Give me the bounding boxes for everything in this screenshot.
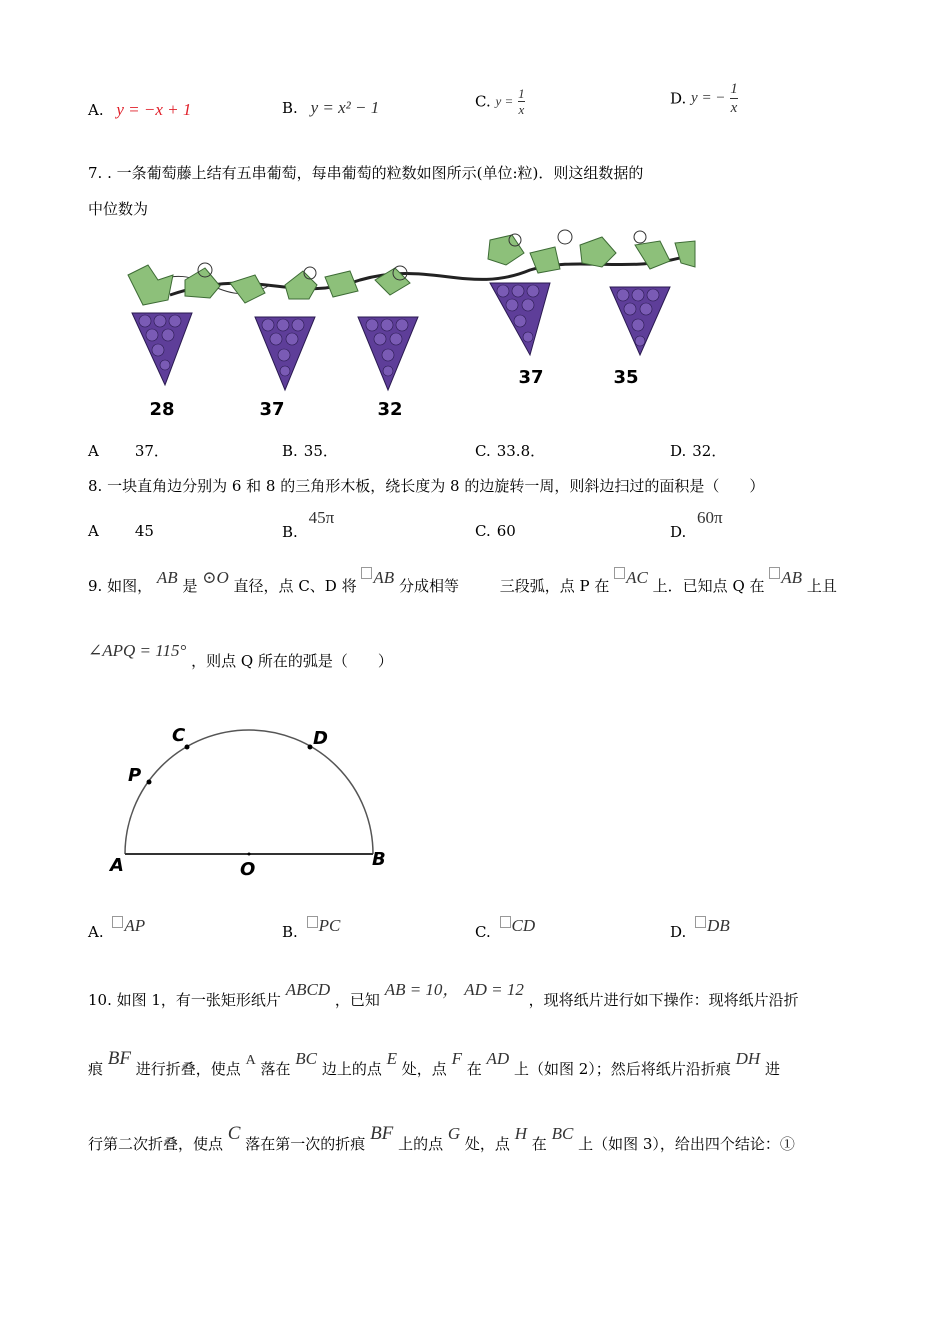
grape-count-label: 28: [149, 399, 175, 420]
option-expr: y = x² − 1: [310, 98, 380, 117]
q7-stem-line2: 中位数为: [88, 200, 149, 218]
arc-symbol-icon: [769, 567, 780, 579]
grape-vine-figure: [110, 225, 700, 425]
point-label-p: P: [128, 765, 142, 786]
q8-option-a: A 45: [88, 522, 154, 540]
arc-symbol-icon: [614, 567, 625, 579]
option-expr: y = −x + 1: [116, 100, 192, 119]
q10-stem-line3: 行第二次折叠，使点 C 落在第一次的折痕 BF 上的点 G 处，点 H 在 BC 上（如图 3），给出四个结论：①: [88, 1123, 795, 1153]
q8-option-b: B. 45π: [282, 508, 335, 541]
q6-option-d: D. y = − $\frac{1}{x}$: [670, 81, 738, 116]
option-label: A.: [88, 101, 104, 119]
point-label-a: A: [110, 855, 124, 876]
q9-option-b: B. PC: [282, 916, 341, 941]
grape-count-label: 37: [518, 367, 544, 388]
q7-stem-line1: 7. . 一条葡萄藤上结有五串葡萄，每串葡萄的粒数如图所示(单位:粒)．则这组数据的: [88, 164, 644, 182]
q8-stem: 8. 一块直角边分别为 6 和 8 的三角形木板，绕长度为 8 的边旋转一周，则斜边扫过的面积是（ ）: [88, 477, 765, 495]
point-label-o: O: [240, 859, 256, 880]
arc-symbol-icon: [112, 916, 123, 928]
q9-stem-line2: ∠APQ = 115° ，则点 Q 所在的弧是（ ）: [88, 641, 393, 670]
grape-count-label: 32: [377, 399, 403, 420]
point-label-d: D: [313, 728, 328, 749]
arc-symbol-icon: [695, 916, 706, 928]
grape-count-label: 37: [259, 399, 285, 420]
grape-count-label: 35: [613, 367, 639, 388]
semicircle-figure: [100, 715, 400, 885]
q7-option-c: C. 33.8．: [475, 442, 546, 460]
option-label: B.: [282, 99, 298, 117]
q9-option-a: A. AP: [88, 916, 146, 941]
q6-option-c: C. y = $\frac{1}{x}$: [475, 86, 525, 117]
arc-symbol-icon: [361, 567, 372, 579]
q9-option-c: C. CD: [475, 916, 536, 941]
q9-stem-line1: 9. 如图， AB 是 ⊙O 直径，点 C、D 将 AB 分成相等 三段弧，点 P 在 AC 上．已知点 Q 在 AB 上且: [88, 568, 837, 595]
option-label: D.: [670, 89, 687, 108]
q7-option-a: A 37．: [88, 442, 169, 460]
q10-stem-line1: 10. 如图 1，有一张矩形纸片 ABCD ，已知 AB = 10， AD = 12 ，现将纸片进行如下操作：现将纸片沿折: [88, 980, 799, 1009]
point-label-b: B: [372, 849, 386, 870]
q7-option-d: D. 32．: [670, 442, 727, 460]
q6-option-b: [282, 98, 379, 118]
option-label: C.: [475, 92, 491, 111]
q6-option-a: [88, 100, 191, 120]
q7-option-b: B. 35．: [282, 442, 338, 460]
q8-option-d: D. 60π: [670, 508, 723, 541]
q8-option-c: C. 60: [475, 522, 516, 540]
arc-symbol-icon: [500, 916, 511, 928]
q10-stem-line2: 痕 BF 进行折叠，使点 A 落在 BC 边上的点 E 处，点 F 在 AD 上（如图 2）；然后将纸片沿折痕 DH 进: [88, 1048, 780, 1078]
q9-option-d: D. DB: [670, 916, 730, 941]
point-label-c: C: [172, 725, 186, 746]
arc-symbol-icon: [307, 916, 318, 928]
